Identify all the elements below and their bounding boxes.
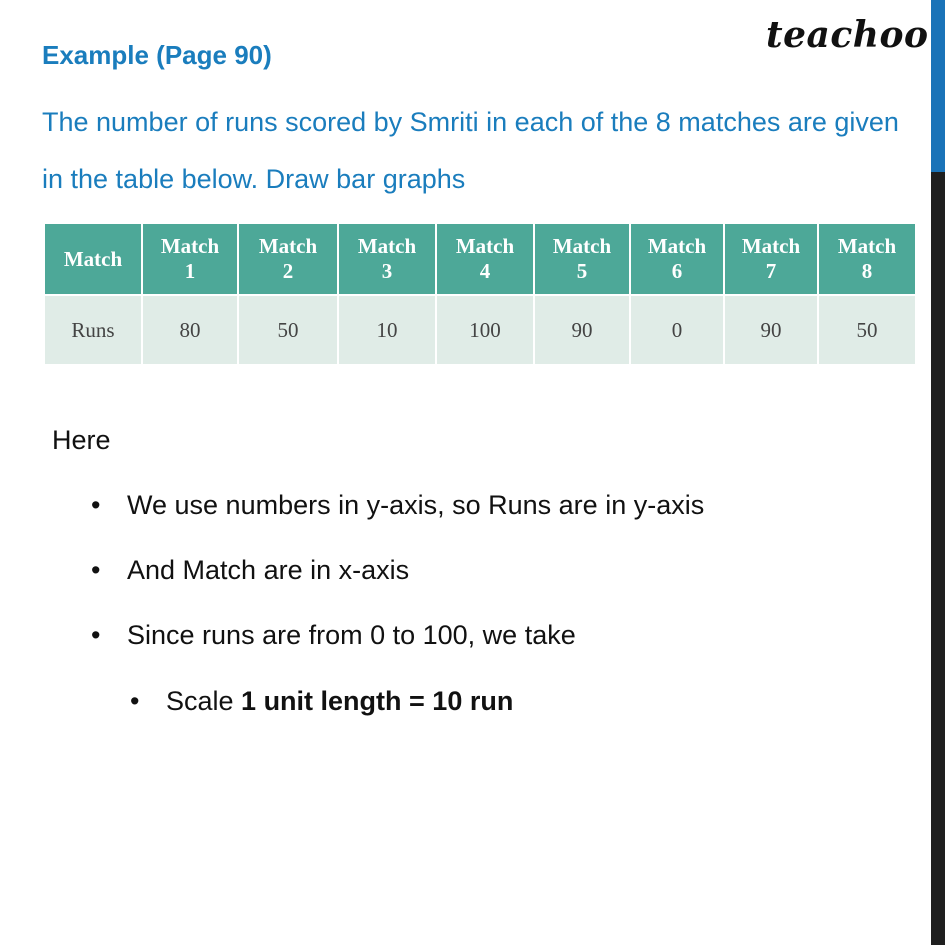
- table-header-cell: Match: [45, 224, 141, 296]
- here-label: Here: [52, 425, 111, 455]
- table-header-cell: Match 6: [631, 224, 723, 296]
- bullet-item: [91, 620, 576, 651]
- table-header-cell: Match 1: [143, 224, 237, 296]
- table-cell: Runs: [45, 296, 141, 364]
- runs-table: [43, 224, 917, 364]
- teachoo-logo: teachoo: [766, 14, 929, 56]
- table-cell: 0: [631, 296, 723, 364]
- table-header-cell: Match 3: [339, 224, 435, 296]
- bullet-item: [91, 490, 705, 521]
- example-heading: Example (Page 90): [42, 40, 272, 70]
- table-cell: 50: [819, 296, 915, 364]
- table-header-cell: Match 7: [725, 224, 817, 296]
- bullet-icon: •: [91, 555, 101, 585]
- table-header-cell: Match 4: [437, 224, 533, 296]
- table-cell: 10: [339, 296, 435, 364]
- question-text: The number of runs scored by Smriti in each of the 8 matches are given in the table below. Draw bar graphs: [42, 107, 899, 194]
- scale-prefix: Scale: [166, 686, 242, 716]
- bullet-text: We use numbers in y-axis, so Runs are in y-axis: [127, 490, 705, 520]
- table-header-cell: Match 8: [819, 224, 915, 296]
- table-cell: 100: [437, 296, 533, 364]
- bullet-text: Since runs are from 0 to 100, we take: [127, 620, 576, 650]
- bullet-icon: •: [91, 620, 101, 650]
- table-header-cell: Match 2: [239, 224, 337, 296]
- table-cell: 90: [535, 296, 629, 364]
- bullet-text: And Match are in x-axis: [127, 555, 410, 585]
- sub-bullet-item: [130, 686, 514, 717]
- bullet-icon: •: [130, 686, 140, 716]
- table-header-row: [45, 224, 915, 296]
- table-row: [45, 296, 915, 364]
- bullet-icon: •: [91, 490, 101, 520]
- scale-value: 1 unit length = 10 run: [241, 686, 514, 716]
- bullet-item: [91, 555, 410, 586]
- table-header-cell: Match 5: [535, 224, 629, 296]
- table-cell: 50: [239, 296, 337, 364]
- table-cell: 80: [143, 296, 237, 364]
- slide-side-accent: [931, 0, 945, 172]
- table-cell: 90: [725, 296, 817, 364]
